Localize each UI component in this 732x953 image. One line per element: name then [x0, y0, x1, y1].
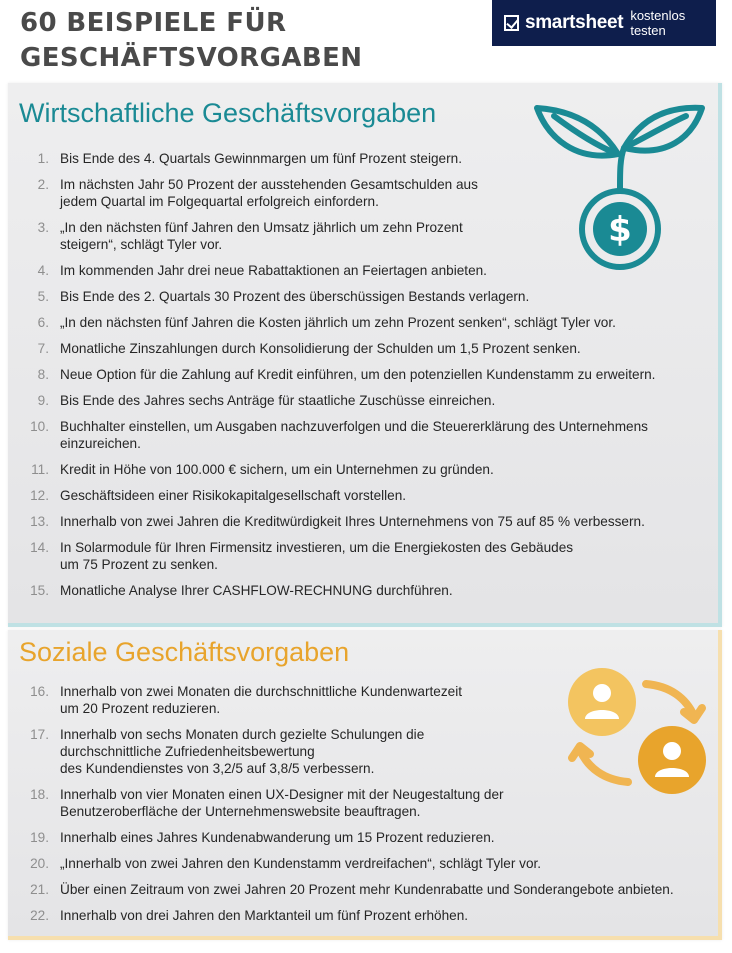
page-title-line-1: 60 BEISPIELE FÜR	[20, 8, 287, 38]
goal-number: 20.	[30, 856, 49, 871]
goal-item	[8, 539, 688, 573]
goal-number: 19.	[30, 830, 49, 845]
goal-item	[8, 907, 708, 924]
goal-item	[8, 392, 688, 409]
social-section-title: Soziale Geschäftsvorgaben	[19, 637, 350, 667]
goal-text: Kredit in Höhe von 100.000 € sichern, um ein Unternehmen zu gründen.	[60, 462, 494, 477]
goal-text: Innerhalb von vier Monaten einen UX-Designer mit der Neugestaltung der Benutzeroberfläche der Unternehmenswebsite beauftragen.	[60, 787, 504, 819]
brand-name: smartsheet	[524, 12, 624, 33]
page-title-line-2: GESCHÄFTSVORGABEN	[20, 43, 363, 73]
goal-text: Im kommenden Jahr drei neue Rabattaktionen an Feiertagen anbieten.	[60, 263, 487, 278]
plant-dollar-icon	[532, 92, 708, 270]
goal-text: Geschäftsideen einer Risikokapitalgesellschaft vorstellen.	[60, 488, 407, 503]
economic-section-title: Wirtschaftliche Geschäftsvorgaben	[19, 98, 437, 128]
goal-number: 9.	[37, 393, 49, 408]
goal-text: „In den nächsten fünf Jahren die Kosten jährlich um zehn Prozent senken“, schlägt Tyler vor.	[60, 315, 616, 330]
goal-number: 18.	[30, 787, 49, 802]
goal-text: Im nächsten Jahr 50 Prozent der ausstehenden Gesamtschulden aus jedem Quartal im Folgequartal erfolgreich einfordern.	[60, 177, 478, 209]
smartsheet-logo-icon	[504, 15, 519, 31]
goal-item	[8, 855, 708, 872]
goal-number: 21.	[30, 882, 49, 897]
goal-text: Bis Ende des 4. Quartals Gewinnmargen um fünf Prozent steigern.	[60, 151, 462, 166]
goal-text: Monatliche Analyse Ihrer CASHFLOW-RECHNUNG durchführen.	[60, 583, 453, 598]
goal-item	[8, 513, 688, 530]
goal-number: 10.	[30, 419, 49, 434]
goal-number: 7.	[37, 341, 49, 356]
goal-number: 11.	[31, 462, 49, 477]
goal-item	[8, 582, 688, 599]
goal-text: Innerhalb von zwei Jahren die Kreditwürdigkeit Ihres Unternehmens von 75 auf 85 % verbessern.	[60, 514, 645, 529]
goal-text: Monatliche Zinszahlungen durch Konsolidierung der Schulden um 1,5 Prozent senken.	[60, 341, 581, 356]
goal-number: 1.	[37, 151, 49, 166]
people-exchange-icon	[560, 664, 726, 816]
goal-number: 5.	[37, 289, 49, 304]
goal-number: 12.	[30, 488, 49, 503]
goal-text: Innerhalb von zwei Monaten die durchschnittliche Kundenwartezeit um 20 Prozent reduzieren.	[60, 684, 463, 716]
goal-number: 17.	[30, 727, 49, 742]
goal-item	[8, 366, 688, 383]
goal-number: 6.	[37, 315, 49, 330]
goal-item	[8, 487, 688, 504]
brand-cta: kostenlos testen	[630, 8, 686, 38]
goal-number: 3.	[37, 220, 49, 235]
goal-number: 13.	[30, 514, 49, 529]
goal-number: 2.	[37, 177, 49, 192]
goal-number: 8.	[37, 367, 49, 382]
goal-item	[8, 288, 688, 305]
svg-text:$: $	[608, 210, 632, 250]
goal-text: „Innerhalb von zwei Jahren den Kundenstamm verdreifachen“, schlägt Tyler vor.	[60, 856, 542, 871]
goal-item	[8, 881, 708, 898]
goal-number: 4.	[37, 263, 49, 278]
goal-text: In Solarmodule für Ihren Firmensitz investieren, um die Energiekosten des Gebäudes um 75 Prozent zu senken.	[60, 540, 574, 572]
smartsheet-trial-button[interactable]	[492, 0, 716, 46]
goal-number: 16.	[30, 684, 49, 699]
goal-item	[8, 340, 688, 357]
goal-item	[8, 314, 688, 331]
goal-item	[8, 461, 688, 478]
goal-number: 15.	[30, 583, 49, 598]
page-title	[20, 6, 480, 76]
goal-text: Buchhalter einstellen, um Ausgaben nachzuverfolgen und die Steuererklärung des Unternehmens einzureichen.	[60, 419, 648, 451]
goal-text: „In den nächsten fünf Jahren den Umsatz jährlich um zehn Prozent steigern“, schlägt Tyler vor.	[60, 220, 463, 252]
goal-text: Innerhalb eines Jahres Kundenabwanderung um 15 Prozent reduzieren.	[60, 830, 495, 845]
goal-text: Innerhalb von sechs Monaten durch gezielte Schulungen die durchschnittliche Zufriedenheitsbewertung des Kundendienstes von 3,2/5 auf 3,8/5 verbessern.	[60, 727, 425, 776]
goal-text: Über einen Zeitraum von zwei Jahren 20 Prozent mehr Kundenrabatte und Sonderangebote anbieten.	[60, 882, 674, 897]
goal-text: Innerhalb von drei Jahren den Marktanteil um fünf Prozent erhöhen.	[60, 908, 469, 923]
goal-text: Bis Ende des 2. Quartals 30 Prozent des überschüssigen Bestands verlagern.	[60, 289, 530, 304]
goal-number: 14.	[30, 540, 49, 555]
goal-item	[8, 418, 688, 452]
goal-item	[8, 829, 708, 846]
goal-number: 22.	[30, 908, 49, 923]
goal-text: Bis Ende des Jahres sechs Anträge für staatliche Zuschüsse einreichen.	[60, 393, 496, 408]
goal-text: Neue Option für die Zahlung auf Kredit einführen, um den potenziellen Kundenstamm zu erweitern.	[60, 367, 656, 382]
